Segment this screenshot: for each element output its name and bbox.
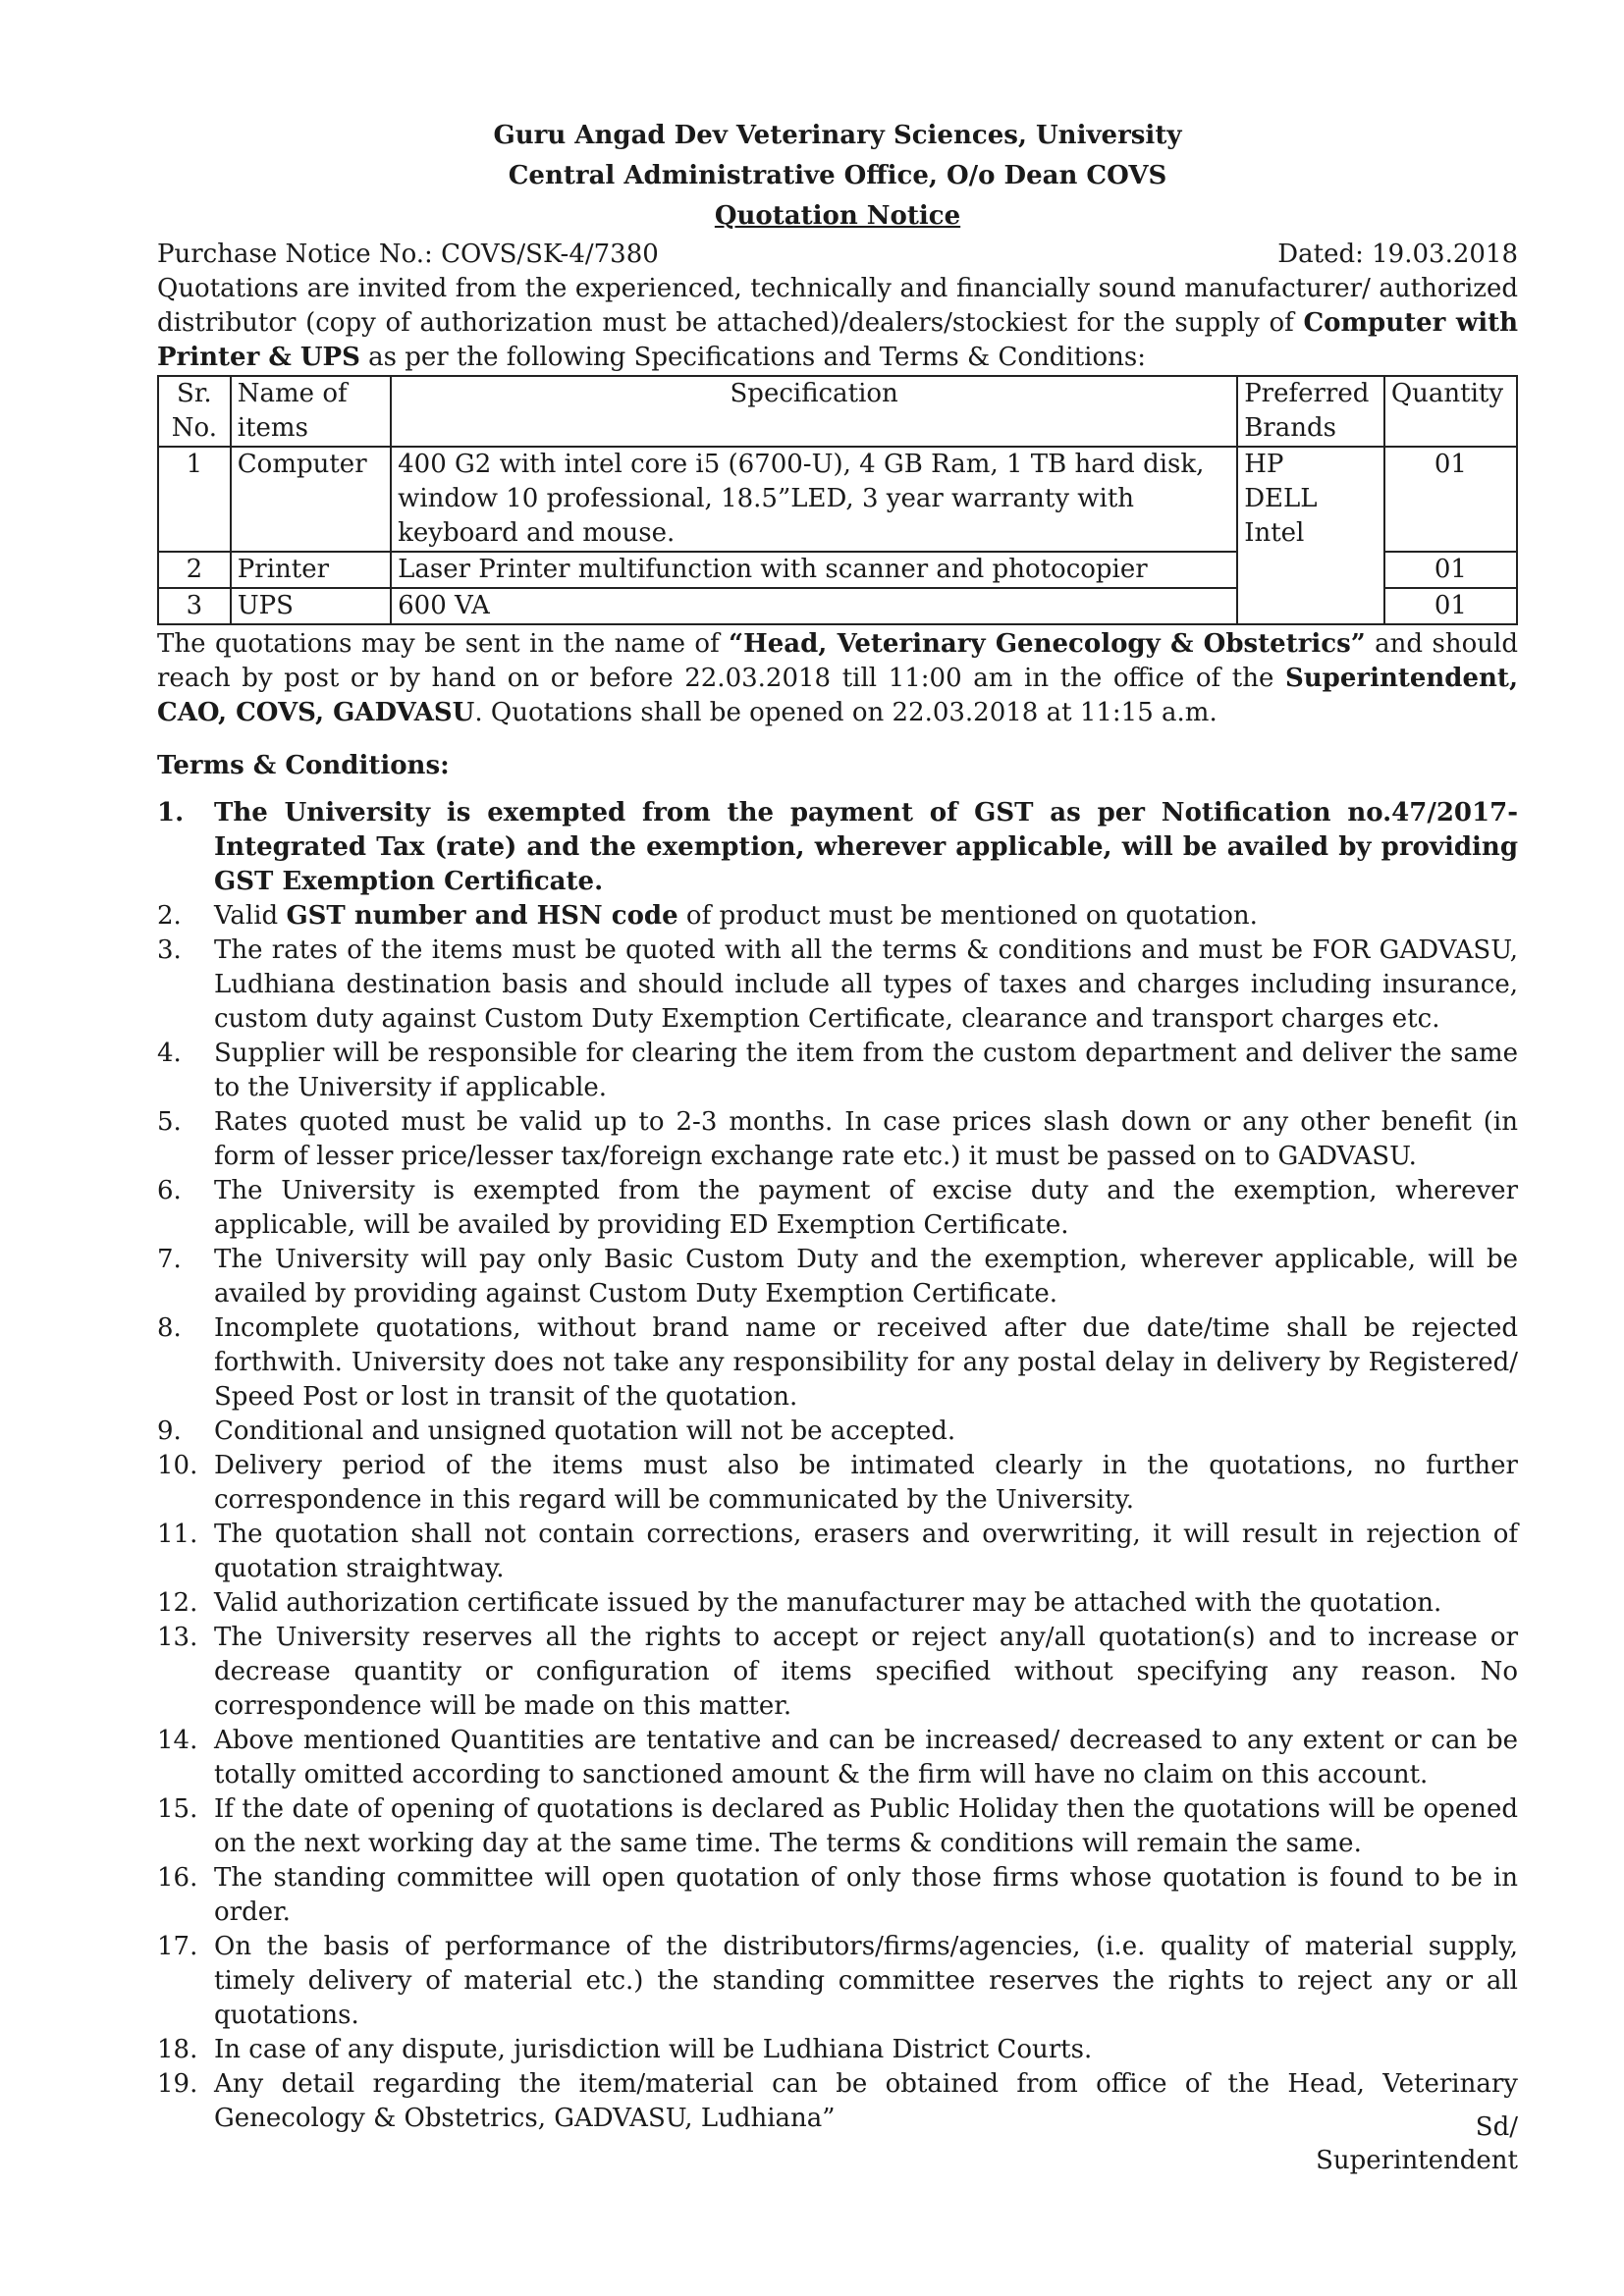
list-item: 8. Incomplete quotations, without brand name or received after due date/time shall be rejected forthwith. University does not take any responsibility for any postal delay in delivery by Registered/ Speed Post or lost in transit of the quotation.	[157, 1313, 1518, 1412]
signature-block	[1316, 2110, 1518, 2177]
terms-list	[157, 796, 1518, 2136]
list-item: 1. The University is exempted from the payment of GST as per Notification no.47/2017- Integrated Tax (rate) and the exemption, wherever applicable, will be availed by providing GST Exemption Certificate.	[157, 798, 1518, 896]
list-item: 5. Rates quoted must be valid up to 2-3 months. In case prices slash down or any other benefit (in form of lesser price/lesser tax/foreign exchange rate etc.) it must be passed on to GADVASU.	[157, 1107, 1518, 1171]
cell-sr: 3	[158, 588, 231, 624]
cell-quantity: 01	[1384, 552, 1517, 588]
header-preferred-brands: Preferred Brands	[1237, 376, 1384, 447]
cell-sr: 1	[158, 447, 231, 552]
intro-text-b: as per the following Specifications and Terms & Conditions:	[359, 343, 1146, 372]
header-name-of-items: Name of items	[231, 376, 391, 447]
notice-date: Dated: 19.03.2018	[1277, 240, 1518, 269]
cell-sr: 2	[158, 552, 231, 588]
brand-hp: HP	[1244, 450, 1284, 479]
office-name: Central Administrative Office, O/o Dean COVS	[508, 161, 1167, 190]
brand-intel: Intel	[1244, 518, 1305, 548]
list-item: 13. The University reserves all the rights to accept or reject any/all quotation(s) and to increase or decrease quantity or configuration of items specified without specifying any reason. No correspondence will be made on this matter.	[157, 1623, 1518, 1721]
list-item: 14. Above mentioned Quantities are tentative and can be increased/ decreased to any extent or can be totally omitted according to sanctioned amount & the firm will have no claim on this account.	[157, 1726, 1518, 1789]
office-bold: Superintendent, CAO, COVS, GADVASU	[157, 664, 1518, 727]
list-item: 6. The University is exempted from the payment of excise duty and the exemption, wherever applicable, will be availed by providing ED Exemption Certificate.	[157, 1176, 1518, 1240]
cell-item-name: Printer	[231, 552, 391, 588]
table-row	[158, 447, 1517, 552]
quotation-notice-page	[157, 116, 1518, 2136]
list-item: 19. Any detail regarding the item/material can be obtained from office of the Head, Veterinary Genecology & Obstetrics, GADVASU, Ludhiana”	[157, 2069, 1518, 2133]
list-item: 4. Supplier will be responsible for clearing the item from the custom department and deliver the same to the University if applicable.	[157, 1039, 1518, 1102]
cell-preferred-brands	[1237, 447, 1384, 624]
list-item: 18. In case of any dispute, jurisdiction will be Ludhiana District Courts.	[157, 2035, 1093, 2064]
submission-paragraph: The quotations may be sent in the name of “Head, Veterinary Genecology & Obstetrics” and should reach by post or by hand on or before 22.03.2018 till 11:00 am in the office of the Superintendent, CAO, COVS, GADVASU. Quotations shall be opened on 22.03.2018 at 11:15 a.m.	[157, 629, 1518, 727]
intro-paragraph	[157, 272, 1518, 375]
signature-title: Superintendent	[1316, 2146, 1518, 2175]
brand-dell: DELL	[1244, 484, 1318, 513]
terms-heading: Terms & Conditions:	[157, 751, 450, 780]
cell-specification: 400 G2 with intel core i5 (6700-U), 4 GB Ram, 1 TB hard disk, window 10 professional, 18.5”LED, 3 year warranty with keyboard and mouse.	[391, 447, 1237, 552]
cell-specification: Laser Printer multifunction with scanner and photocopier	[391, 552, 1237, 588]
cell-item-name: UPS	[231, 588, 391, 624]
intro-items-bold: Computer with Printer & UPS	[157, 308, 1518, 372]
cell-item-name: Computer	[231, 447, 391, 552]
list-item: 16. The standing committee will open quotation of only those firms whose quotation is found to be in order.	[157, 1863, 1518, 1927]
cell-quantity: 01	[1384, 447, 1517, 552]
intro-text-a: Quotations are invited from the experienced, technically and financially sound manufacturer/ authorized distributor (copy of authorization must be attached)/dealers/stockiest for the supply of	[157, 274, 1518, 338]
list-item: 3. The rates of the items must be quoted with all the terms & conditions and must be FOR GADVASU, Ludhiana destination basis and should include all types of taxes and charges including insurance, custom duty against Custom Duty Exemption Certificate, clearance and transport charges etc.	[157, 935, 1518, 1034]
list-item: 15. If the date of opening of quotations is declared as Public Holiday then the quotations will be opened on the next working day at the same time. The terms & conditions will remain the same.	[157, 1794, 1518, 1858]
list-item: 17. On the basis of performance of the distributors/firms/agencies, (i.e. quality of material supply, timely delivery of material etc.) the standing committee reserves the rights to reject any or all quotations.	[157, 1932, 1518, 2030]
specification-table	[157, 375, 1518, 625]
header-quantity: Quantity	[1384, 376, 1517, 447]
cell-specification: 600 VA	[391, 588, 1237, 624]
list-item: 11. The quotation shall not contain corrections, erasers and overwriting, it will result in rejection of quotation straightway.	[157, 1520, 1518, 1583]
list-item: 9. Conditional and unsigned quotation will not be accepted.	[157, 1416, 956, 1446]
list-item: 10. Delivery period of the items must also be intimated clearly in the quotations, no further correspondence in this regard will be communicated by the University.	[157, 1451, 1518, 1515]
document-title: Quotation Notice	[714, 201, 961, 231]
university-name: Guru Angad Dev Veterinary Sciences, University	[493, 121, 1182, 150]
purchase-notice-number: Purchase Notice No.: COVS/SK-4/7380	[157, 240, 659, 269]
signature-sd: Sd/	[1475, 2112, 1518, 2142]
list-item: 12. Valid authorization certificate issued by the manufacturer may be attached with the quotation.	[157, 1588, 1442, 1618]
header-sr-no: Sr. No.	[158, 376, 231, 447]
table-header-row	[158, 376, 1517, 447]
list-item: 2. Valid GST number and HSN code of product must be mentioned on quotation.	[157, 901, 1258, 931]
header-specification: Specification	[391, 376, 1237, 447]
addressee-bold: “Head, Veterinary Genecology & Obstetrics”	[729, 629, 1366, 659]
cell-quantity: 01	[1384, 588, 1517, 624]
notice-meta-row	[157, 237, 1518, 272]
list-item: 7. The University will pay only Basic Custom Duty and the exemption, wherever applicable, will be availed by providing against Custom Duty Exemption Certificate.	[157, 1245, 1518, 1308]
